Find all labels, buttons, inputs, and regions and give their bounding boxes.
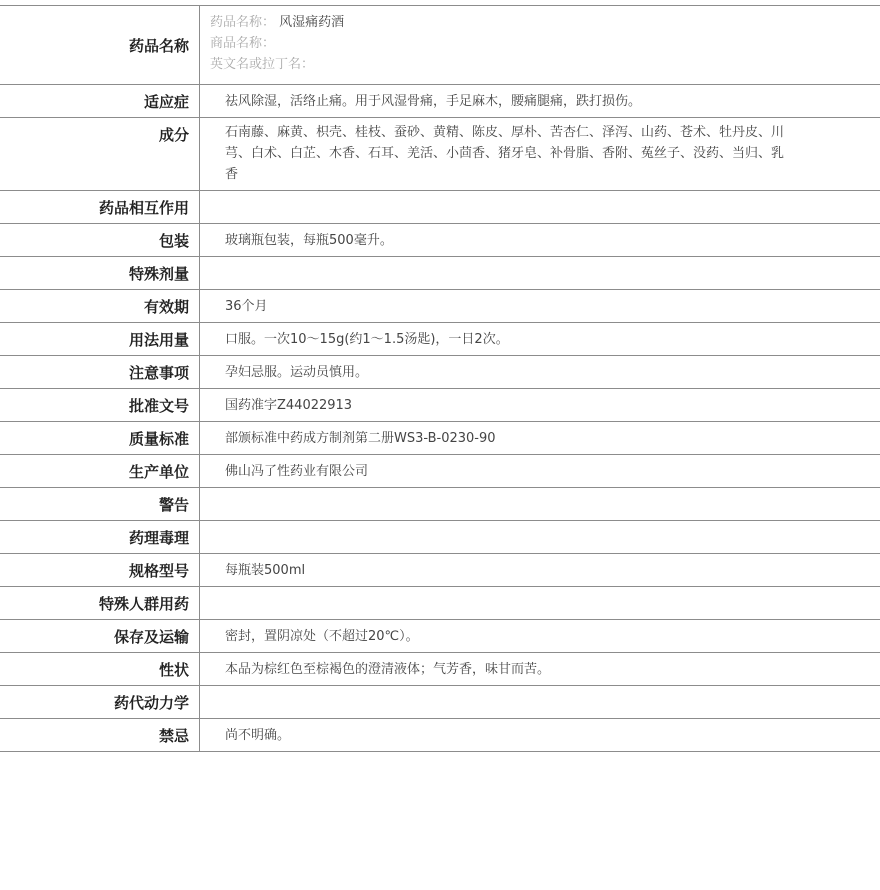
row-label: 包装 — [0, 224, 200, 256]
row-label: 药品名称 — [0, 6, 200, 84]
table-row-drug-name — [0, 6, 880, 85]
row-label: 批准文号 — [0, 389, 200, 421]
row-value — [200, 488, 880, 520]
row-label: 特殊剂量 — [0, 257, 200, 289]
generic-name-value: 风湿痛药酒 — [279, 15, 345, 30]
row-value: 孕妇忌服。运动员慎用。 — [225, 364, 369, 380]
row-value: 每瓶装500ml — [225, 562, 306, 578]
row-label: 生产单位 — [0, 455, 200, 487]
row-label: 药理毒理 — [0, 521, 200, 553]
trade-name-line — [210, 33, 344, 54]
row-value — [200, 521, 880, 553]
row-label: 禁忌 — [0, 719, 200, 751]
row-label: 有效期 — [0, 290, 200, 322]
table-row-interactions — [0, 191, 880, 224]
table-row-special-dosage — [0, 257, 880, 290]
table-row-appearance — [0, 653, 880, 686]
row-label: 药品相互作用 — [0, 191, 200, 223]
row-label: 用法用量 — [0, 323, 200, 355]
table-row-shelf-life — [0, 290, 880, 323]
row-value: 玻璃瓶包装，每瓶500毫升。 — [225, 232, 393, 248]
row-label: 警告 — [0, 488, 200, 520]
row-value: 口服。一次10～15g(约1～1.5汤匙)，一日2次。 — [225, 331, 509, 347]
row-label: 性状 — [0, 653, 200, 685]
table-row-contraindications — [0, 719, 880, 752]
table-row-packaging — [0, 224, 880, 257]
row-value: 尚不明确。 — [225, 727, 291, 743]
generic-name-key: 药品名称： — [210, 15, 276, 30]
generic-name-line — [210, 12, 344, 33]
trade-name-key: 商品名称： — [210, 36, 276, 51]
table-row-precautions — [0, 356, 880, 389]
row-label: 特殊人群用药 — [0, 587, 200, 619]
row-value — [200, 587, 880, 619]
row-value: 36个月 — [225, 298, 268, 314]
table-row-warning — [0, 488, 880, 521]
english-name-key: 英文名或拉丁名： — [210, 57, 315, 72]
table-row-storage — [0, 620, 880, 653]
row-label: 药代动力学 — [0, 686, 200, 718]
row-value — [200, 191, 880, 223]
table-row-special-populations — [0, 587, 880, 620]
row-label: 质量标准 — [0, 422, 200, 454]
row-value: 祛风除湿，活络止痛。用于风湿骨痛，手足麻木，腰痛腿痛，跌打损伤。 — [225, 93, 642, 109]
drug-info-table — [0, 5, 880, 752]
row-value — [200, 257, 880, 289]
row-label: 规格型号 — [0, 554, 200, 586]
row-label: 注意事项 — [0, 356, 200, 388]
table-row-pharmacokinetics — [0, 686, 880, 719]
row-value: 石南藤、麻黄、枳壳、桂枝、蚕砂、黄精、陈皮、厚朴、苦杏仁、泽泻、山药、苍术、牡丹皮、川芎、白术、白芷、木香、石耳、羌活、小茴香、猪牙皂、补骨脂、香附、菟丝子、没药、当归、乳香 — [225, 125, 785, 182]
row-value — [200, 686, 880, 718]
english-name-line — [210, 54, 344, 75]
row-value: 国药准字Z44022913 — [225, 397, 353, 413]
table-row-pharmacology — [0, 521, 880, 554]
drug-name-values — [200, 6, 344, 84]
table-row-specification — [0, 554, 880, 587]
table-row-quality-standard — [0, 422, 880, 455]
row-label: 适应症 — [0, 85, 200, 117]
table-row-ingredients — [0, 118, 880, 191]
table-row-manufacturer — [0, 455, 880, 488]
row-value: 密封，置阴凉处（不超过20℃）。 — [225, 628, 419, 644]
table-row-dosage — [0, 323, 880, 356]
row-label: 保存及运输 — [0, 620, 200, 652]
row-value: 部颁标准中药成方制剂第二册WS3-B-0230-90 — [225, 430, 496, 446]
table-row-approval-number — [0, 389, 880, 422]
row-label: 成分 — [0, 118, 200, 190]
row-value: 佛山冯了性药业有限公司 — [225, 463, 369, 479]
table-row-indications — [0, 85, 880, 118]
row-value: 本品为棕红色至棕褐色的澄清液体；气芳香，味甘而苦。 — [225, 661, 551, 677]
